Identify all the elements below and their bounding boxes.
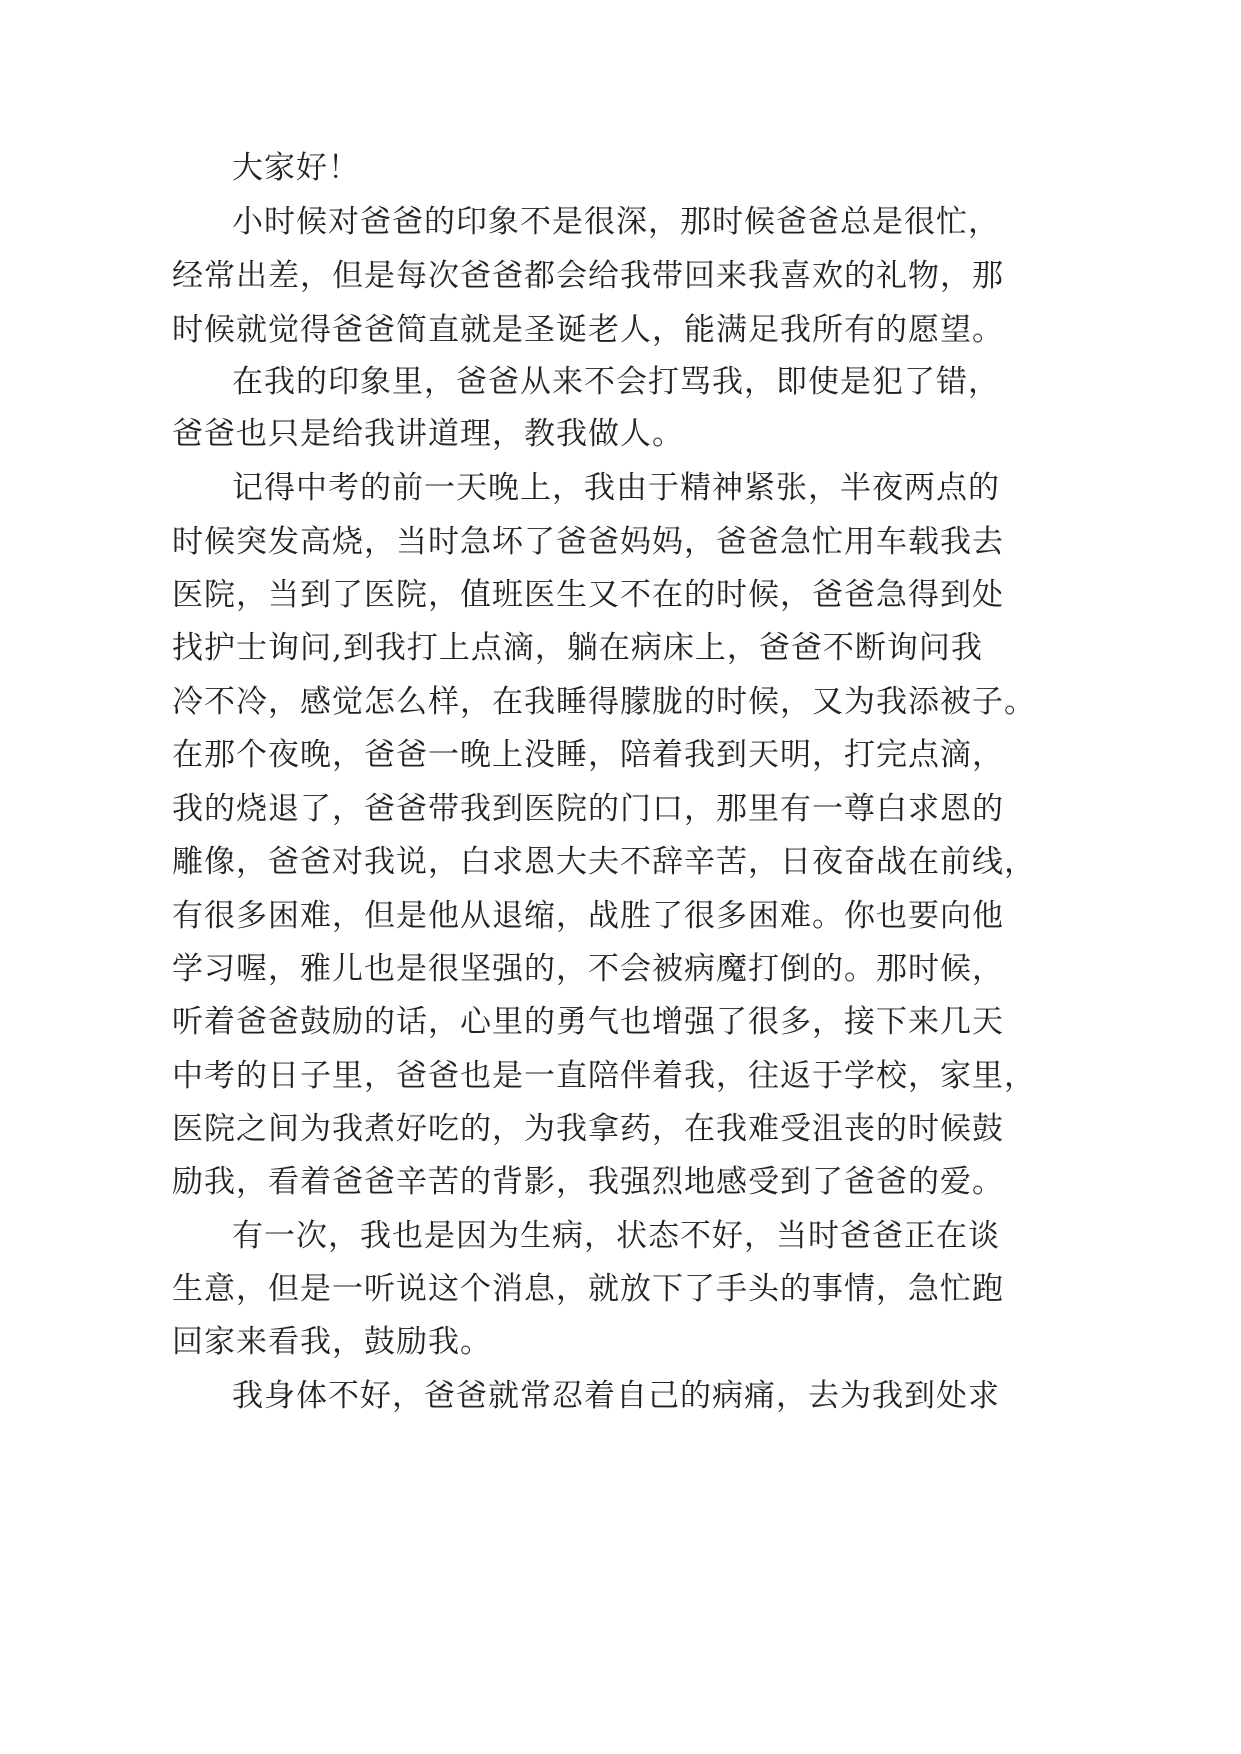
paragraph-3-line-4: 找护士询问,到我打上点滴，躺在病床上，爸爸不断询问我 [172,630,983,666]
paragraph-3-line-13: 医院之间为我煮好吃的，为我拿药，在我难受沮丧的时候鼓 [172,1111,1004,1147]
paragraph-2-line-2: 爸爸也只是给我讲道理，教我做人。 [172,416,684,452]
paragraph-1-line-2: 经常出差，但是每次爸爸都会给我带回来我喜欢的礼物，那 [172,258,1004,294]
paragraph-3-line-11: 听着爸爸鼓励的话，心里的勇气也增强了很多，接下来几天 [172,1004,1004,1040]
paragraph-3-line-2: 时候突发高烧，当时急坏了爸爸妈妈，爸爸急忙用车载我去 [172,524,1004,560]
paragraph-3-line-1: 记得中考的前一天晚上，我由于精神紧张，半夜两点的 [232,470,1000,506]
paragraph-3-line-12: 中考的日子里，爸爸也是一直陪伴着我，往返于学校，家里， [172,1058,1036,1094]
paragraph-4-line-2: 生意，但是一听说这个消息，就放下了手头的事情，急忙跑 [172,1271,1004,1307]
greeting-line: 大家好！ [232,150,360,186]
paragraph-2-line-1: 在我的印象里，爸爸从来不会打骂我，即使是犯了错， [232,364,1000,400]
paragraph-3-line-8: 雕像，爸爸对我说，白求恩大夫不辞辛苦，日夜奋战在前线， [172,844,1036,880]
paragraph-1-line-3: 时候就觉得爸爸简直就是圣诞老人，能满足我所有的愿望。 [172,312,1004,348]
paragraph-3-line-10: 学习喔，雅儿也是很坚强的，不会被病魔打倒的。那时候， [172,951,1004,987]
paragraph-3-line-3: 医院，当到了医院，值班医生又不在的时候，爸爸急得到处 [172,577,1004,613]
paragraph-3-line-6: 在那个夜晚，爸爸一晚上没睡，陪着我到天明，打完点滴， [172,737,1004,773]
paragraph-3-line-14: 励我，看着爸爸辛苦的背影，我强烈地感受到了爸爸的爱。 [172,1164,1004,1200]
paragraph-4-line-1: 有一次，我也是因为生病，状态不好，当时爸爸正在谈 [232,1218,1000,1254]
paragraph-4-line-3: 回家来看我，鼓励我。 [172,1324,492,1360]
paragraph-3-line-9: 有很多困难，但是他从退缩，战胜了很多困难。你也要向他 [172,898,1004,934]
paragraph-3-line-5: 冷不冷，感觉怎么样，在我睡得朦胧的时候，又为我添被子。 [172,684,1036,720]
paragraph-5-line-1: 我身体不好，爸爸就常忍着自己的病痛，去为我到处求 [232,1378,1000,1414]
paragraph-1-line-1: 小时候对爸爸的印象不是很深，那时候爸爸总是很忙， [232,204,1000,240]
paragraph-3-line-7: 我的烧退了，爸爸带我到医院的门口，那里有一尊白求恩的 [172,791,1004,827]
